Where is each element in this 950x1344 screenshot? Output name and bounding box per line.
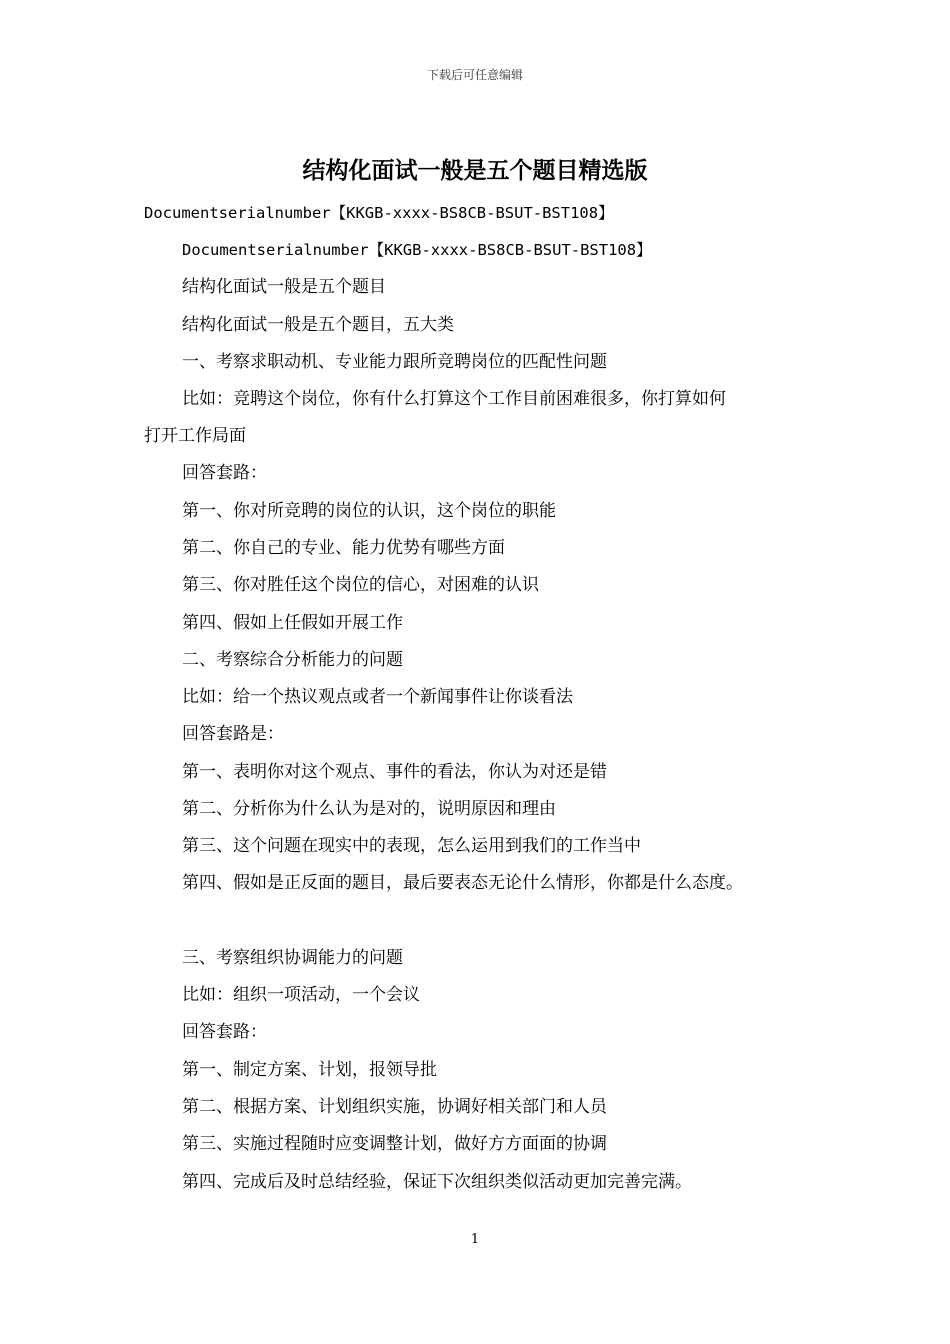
section-heading: 一、考察求职动机、专业能力跟所竞聘岗位的匹配性问题 — [182, 352, 607, 372]
list-item: 第二、根据方案、计划组织实施，协调好相关部门和人员 — [182, 1097, 607, 1117]
list-item: 第三、你对胜任这个岗位的信心，对困难的认识 — [182, 575, 539, 595]
paragraph: 结构化面试一般是五个题目，五大类 — [182, 315, 454, 335]
document-title: 结构化面试一般是五个题目精选版 — [302, 157, 648, 184]
paragraph: 回答套路： — [182, 463, 267, 483]
section-heading: 二、考察综合分析能力的问题 — [182, 650, 403, 670]
paragraph: 比如：竞聘这个岗位，你有什么打算这个工作目前困难很多，你打算如何 — [182, 389, 726, 409]
paragraph: 结构化面试一般是五个题目 — [182, 277, 386, 297]
section-heading: 三、考察组织协调能力的问题 — [182, 948, 403, 968]
list-item: 第一、你对所竞聘的岗位的认识，这个岗位的职能 — [182, 501, 556, 521]
serial-number-line-indented: Documentserialnumber【KKGB-xxxx-BS8CB-BSUT-BST108】 — [182, 241, 652, 259]
list-item: 第一、表明你对这个观点、事件的看法，你认为对还是错 — [182, 762, 607, 782]
serial-number-line: Documentserialnumber【KKGB-xxxx-BS8CB-BSUT-BST108】 — [144, 204, 614, 222]
list-item: 第二、分析你为什么认为是对的，说明原因和理由 — [182, 799, 556, 819]
list-item: 第一、制定方案、计划，报领导批 — [182, 1060, 437, 1080]
list-item: 第四、假如上任假如开展工作 — [182, 613, 403, 633]
list-item: 第二、你自己的专业、能力优势有哪些方面 — [182, 538, 505, 558]
paragraph-continuation: 打开工作局面 — [144, 426, 246, 446]
paragraph: 比如：给一个热议观点或者一个新闻事件让你谈看法 — [182, 687, 573, 707]
list-item: 第四、完成后及时总结经验，保证下次组织类似活动更加完善完满。 — [182, 1172, 692, 1192]
page-header: 下载后可任意编辑 — [426, 68, 523, 82]
page-number: 1 — [470, 1232, 480, 1247]
list-item: 第四、假如是正反面的题目，最后要表态无论什么情形，你都是什么态度。 — [182, 873, 743, 893]
paragraph: 回答套路： — [182, 1022, 267, 1042]
list-item: 第三、实施过程随时应变调整计划，做好方方面面的协调 — [182, 1134, 607, 1154]
paragraph: 比如：组织一项活动，一个会议 — [182, 985, 420, 1005]
paragraph: 回答套路是： — [182, 724, 284, 744]
list-item: 第三、这个问题在现实中的表现，怎么运用到我们的工作当中 — [182, 836, 641, 856]
